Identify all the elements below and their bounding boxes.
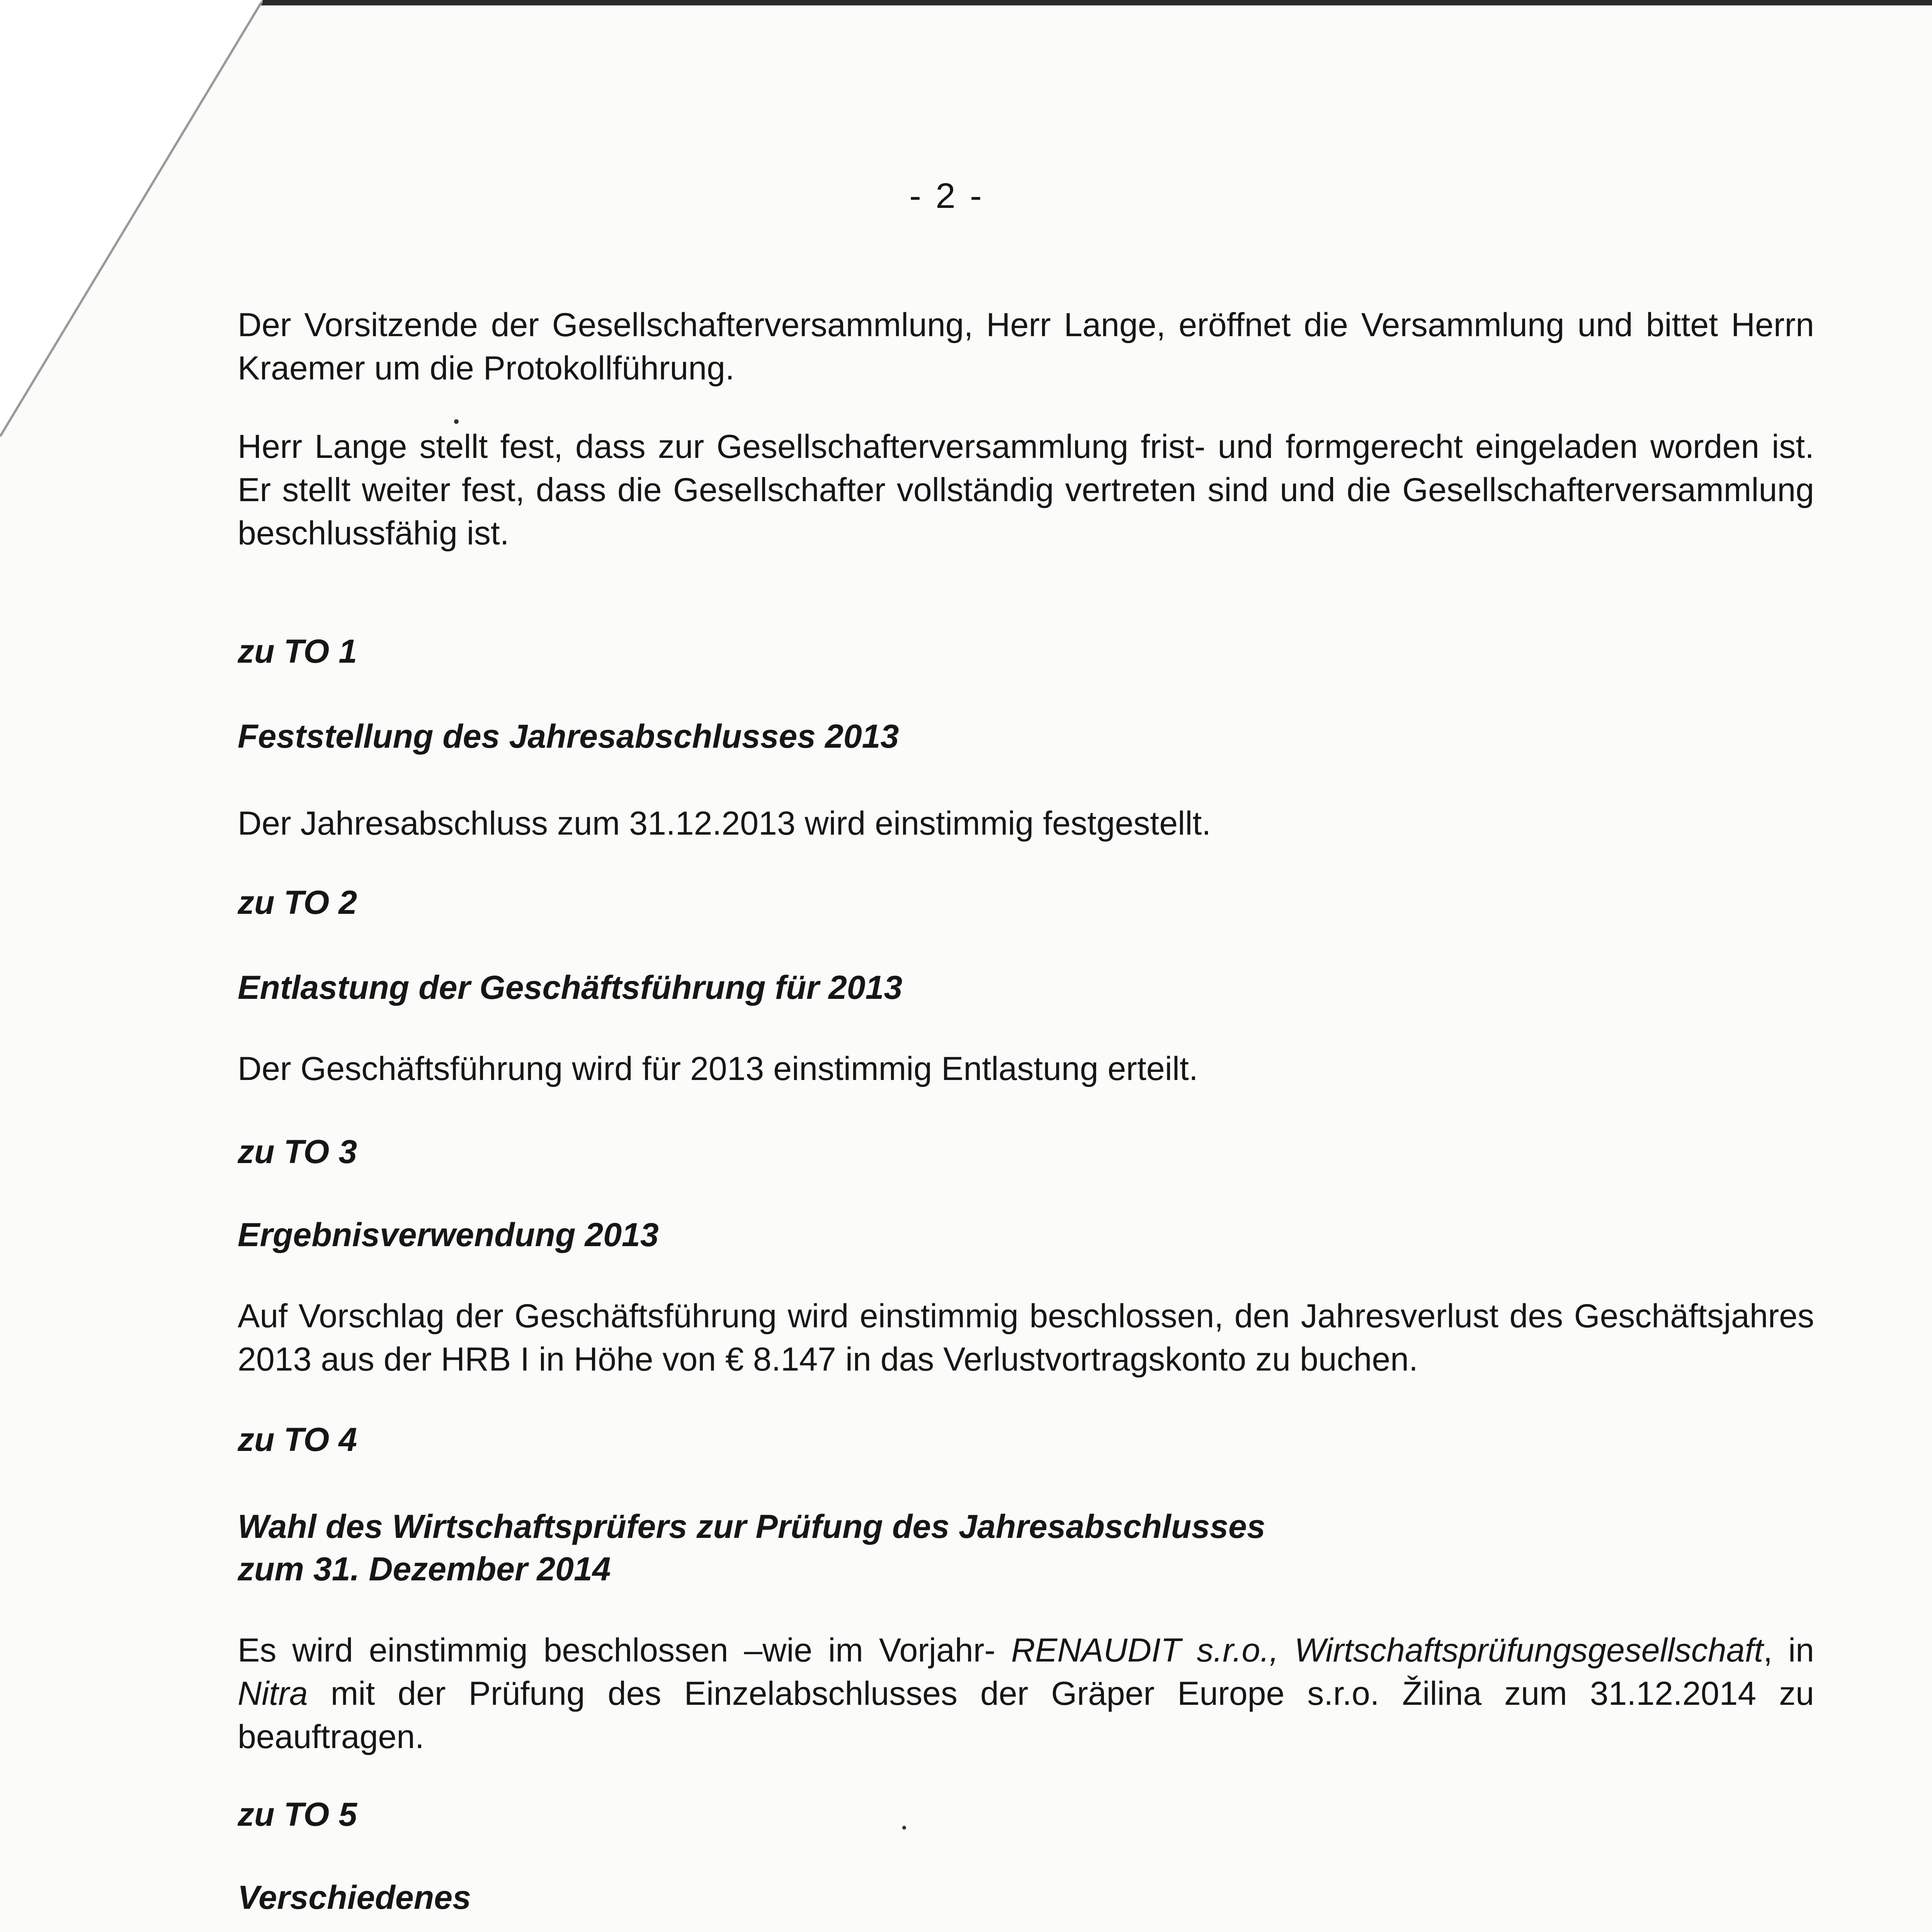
to2-label: zu TO 2: [238, 884, 357, 921]
scan-speck: [902, 1826, 906, 1830]
to1-title: Feststellung des Jahresabschlusses 2013: [238, 718, 899, 755]
to4-text: [238, 1629, 1814, 1759]
to2-text: Der Geschäftsführung wird für 2013 einstimmig Entlastung erteilt.: [238, 1050, 1198, 1087]
to4-text-part-1: Es wird einstimmig beschlossen –wie im Vorjahr-: [238, 1632, 1011, 1669]
to4-text-part-2: , in: [1763, 1632, 1814, 1669]
to4-text-part-3: mit der Prüfung des Einzelabschlusses der Gräper Europe s.r.o. Žilina zum 31.12.2014 zu beauftragen.: [238, 1675, 1814, 1755]
to5-title: Verschiedenes: [238, 1879, 471, 1916]
to1-text: Der Jahresabschluss zum 31.12.2013 wird einstimmig festgestellt.: [238, 805, 1211, 842]
to5-label: zu TO 5: [238, 1796, 357, 1833]
to2-title: Entlastung der Geschäftsführung für 2013: [238, 969, 903, 1006]
folded-corner: [0, 0, 263, 437]
to4-text-city: Nitra: [238, 1675, 308, 1712]
scan-top-edge: [0, 0, 1932, 5]
to4-title-line-1: Wahl des Wirtschaftsprüfers zur Prüfung des Jahresabschlusses: [238, 1508, 1265, 1545]
intro-paragraph-2: Herr Lange stellt fest, dass zur Gesellschafterversammlung frist- und formgerecht eingeladen worden ist. Er stellt weiter fest, dass die Gesellschafter vollständig vertreten sind und die Gesellschafterversammlung beschlussfähig ist.: [238, 428, 1814, 552]
to3-title: Ergebnisverwendung 2013: [238, 1216, 659, 1253]
intro-paragraph-1: Der Vorsitzende der Gesellschafterversammlung, Herr Lange, eröffnet die Versammlung und bittet Herrn Kraemer um die Protokollführung.: [238, 306, 1814, 387]
to4-label: zu TO 4: [238, 1421, 357, 1458]
scan-speck: [454, 419, 459, 424]
to3-label: zu TO 3: [238, 1133, 357, 1170]
to4-text-company: RENAUDIT s.r.o., Wirtschaftsprüfungsgesellschaft: [1011, 1632, 1764, 1669]
to4-title-line-2: zum 31. Dezember 2014: [238, 1551, 611, 1588]
to3-text: Auf Vorschlag der Geschäftsführung wird einstimmig beschlossen, den Jahresverlust des Geschäftsjahres 2013 aus der HRB I in Höhe von € 8.147 in das Verlustvortragskonto zu buchen.: [238, 1298, 1814, 1378]
to1-label: zu TO 1: [238, 633, 357, 670]
page-number: - 2 -: [909, 176, 984, 216]
